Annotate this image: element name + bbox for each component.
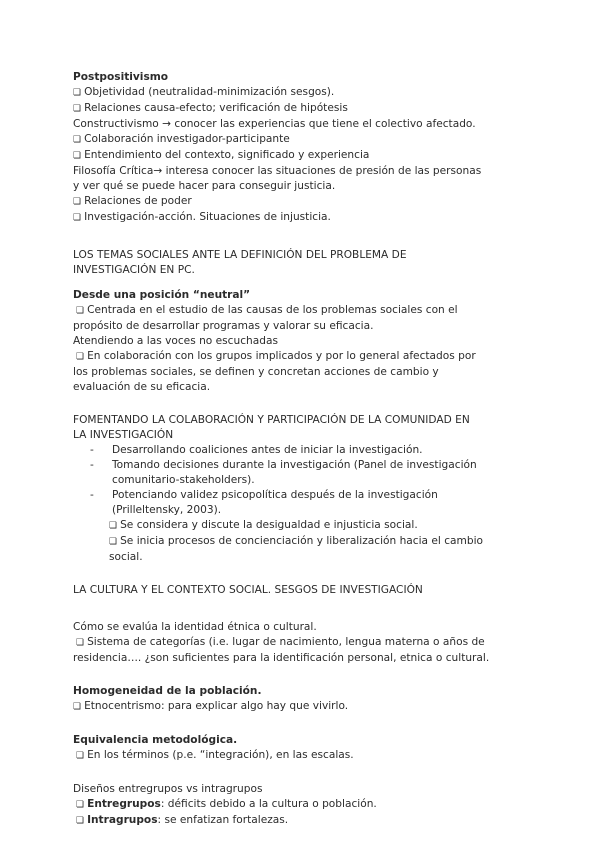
list-item-entregrupos <box>73 797 533 813</box>
heading-fomentando-l1: FOMENTANDO LA COLABORACIÓN Y PARTICIPACIÓN DE LA COMUNIDAD EN <box>73 414 470 426</box>
list-item-cont: propósito de desarrollar programas y valorar su eficacia. <box>73 320 374 332</box>
list-item: ❏ Investigación-acción. Situaciones de injusticia. <box>73 210 533 226</box>
heading-homogeneidad: Homogeneidad de la población. <box>73 685 262 697</box>
heading-temas-l1: LOS TEMAS SOCIALES ANTE LA DEFINICIÓN DEL PROBLEMA DE <box>73 249 407 261</box>
text-entregrupos: : déficits debido a la cultura o población. <box>160 798 377 810</box>
dash-item <box>90 443 533 458</box>
list-item-cont: residencia…. ¿son suficientes para la identificación personal, etnica o cultural. <box>73 652 490 664</box>
document-body <box>73 70 533 829</box>
heading-temas-l2: INVESTIGACIÓN EN PC. <box>73 264 195 276</box>
paragraph-cultura-q: Cómo se evalúa la identidad étnica o cultural. <box>73 621 317 633</box>
dash-text: Tomando decisiones durante la investigación (Panel de investigación <box>112 459 477 471</box>
paragraph-constructivismo: Constructivismo → conocer las experiencias que tiene el colectivo afectado. <box>73 118 476 130</box>
label-intragrupos: Intragrupos <box>87 814 158 826</box>
list-item: ❏ Etnocentrismo: para explicar algo hay que vivirlo. <box>73 699 533 715</box>
list-item: ❏ Relaciones de poder <box>73 194 533 210</box>
dash-marker: - <box>90 489 94 501</box>
dash-text: Desarrollando coaliciones antes de iniciar la investigación. <box>112 444 423 456</box>
heading-fomentando-l2: LA INVESTIGACIÓN <box>73 429 174 441</box>
dash-marker: - <box>90 459 94 471</box>
dash-text: (Prilleltensky, 2003). <box>112 504 222 516</box>
dash-item <box>90 458 533 473</box>
paragraph-filosofia-l1: Filosofía Crítica→ interesa conocer las situaciones de presión de las personas <box>73 165 482 177</box>
text-intragrupos: : se enfatizan fortalezas. <box>157 814 289 826</box>
list-item: ❏ Objetividad (neutralidad-minimización sesgos). <box>73 85 533 101</box>
dash-marker: - <box>90 444 94 456</box>
sub-list-item: ❏ Se considera y discute la desigualdad e injusticia social. <box>109 518 533 534</box>
list-item: ❏ Sistema de categorías (i.e. lugar de nacimiento, lengua materna o años de <box>73 635 533 651</box>
dash-item-cont <box>90 503 533 518</box>
heading-postpositivismo: Postpositivismo <box>73 71 169 83</box>
paragraph-disenos: Diseños entregrupos vs intragrupos <box>73 783 263 795</box>
heading-neutral: Desde una posición “neutral” <box>73 289 251 301</box>
list-item: ❏ Centrada en el estudio de las causas de los problemas sociales con el <box>73 303 533 319</box>
list-item: ❏ En los términos (p.e. “integración), en las escalas. <box>73 748 533 764</box>
sub-list-item-cont: social. <box>109 551 143 563</box>
heading-equivalencia: Equivalencia metodológica. <box>73 734 238 746</box>
sub-list-item: ❏ Se inicia procesos de concienciación y liberalización hacia el cambio <box>109 534 533 550</box>
list-item-intragrupos <box>73 813 533 829</box>
paragraph-voces: Atendiendo a las voces no escuchadas <box>73 335 278 347</box>
dash-text: Potenciando validez psicopolítica después de la investigación <box>112 489 438 501</box>
paragraph-filosofia-l2: y ver qué se puede hacer para conseguir justicia. <box>73 180 336 192</box>
list-item-cont: evaluación de su eficacia. <box>73 381 211 393</box>
list-item: ❏ Colaboración investigador-participante <box>73 132 533 148</box>
heading-cultura: LA CULTURA Y EL CONTEXTO SOCIAL. SESGOS DE INVESTIGACIÓN <box>73 584 423 596</box>
list-item: ❏ Relaciones causa-efecto; verificación de hipótesis <box>73 101 533 117</box>
list-item-cont: los problemas sociales, se definen y concretan acciones de cambio y <box>73 366 439 378</box>
list-item: ❏ En colaboración con los grupos implicados y por lo general afectados por <box>73 349 533 365</box>
dash-item-cont <box>90 473 533 488</box>
dash-item <box>90 488 533 503</box>
list-item: ❏ Entendimiento del contexto, significado y experiencia <box>73 148 533 164</box>
dash-text: comunitario-stakeholders). <box>112 474 255 486</box>
label-entregrupos: Entregrupos <box>87 798 161 810</box>
